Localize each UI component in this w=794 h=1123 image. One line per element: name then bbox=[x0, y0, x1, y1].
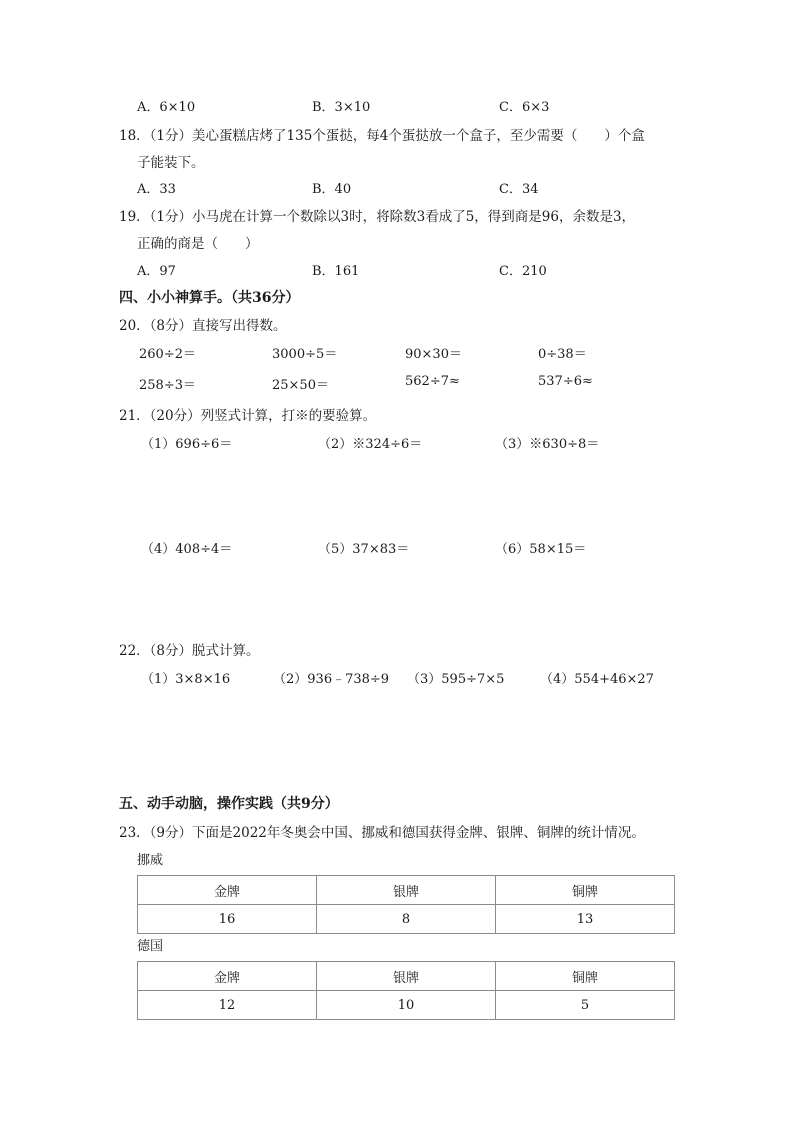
table-row bbox=[138, 905, 675, 934]
gold-header: 金牌 bbox=[138, 876, 317, 905]
q18-text-line2: 子能装下。 bbox=[137, 155, 205, 171]
gold-value: 16 bbox=[138, 905, 317, 934]
q21-item-3: （3）※630÷8＝ bbox=[495, 437, 600, 452]
table-header-row bbox=[138, 876, 675, 905]
silver-header: 银牌 bbox=[317, 876, 496, 905]
q18-option-c: C．34 bbox=[499, 182, 539, 197]
q19-option-c: C．210 bbox=[499, 264, 547, 279]
q17-option-b: B．3×10 bbox=[312, 100, 371, 115]
q17-option-a: A．6×10 bbox=[137, 100, 196, 115]
q22-item-2: （2）936﹣738÷9 bbox=[273, 672, 390, 687]
bronze-header: 铜牌 bbox=[496, 962, 675, 991]
q19-text-line1: 19．（1分）小马虎在计算一个数除以3时，将除数3看成了5，得到商是96，余数是3， bbox=[119, 209, 636, 225]
germany-medal-table bbox=[137, 961, 675, 1020]
q21-title: 21．（20分）列竖式计算，打※的要验算。 bbox=[119, 408, 377, 424]
section-5-title: 五、动手动脑，操作实践（共9分） bbox=[119, 796, 339, 812]
gold-value: 12 bbox=[138, 991, 317, 1020]
section-4-title: 四、小小神算手。（共36分） bbox=[119, 290, 300, 306]
q20-item-6: 25×50＝ bbox=[272, 378, 329, 393]
q22-item-3: （3）595÷7×5 bbox=[407, 672, 505, 687]
q17-option-c: C．6×3 bbox=[499, 100, 550, 115]
q20-item-4: 0÷38＝ bbox=[538, 347, 587, 362]
q20-title: 20．（8分）直接写出得数。 bbox=[119, 318, 287, 334]
q21-item-2: （2）※324÷6＝ bbox=[318, 437, 423, 452]
q23-title: 23．（9分）下面是2022年冬奥会中国、挪威和德国获得金牌、银牌、铜牌的统计情况。 bbox=[119, 825, 645, 841]
table-header-row bbox=[138, 962, 675, 991]
q18-option-b: B．40 bbox=[312, 182, 352, 197]
q19-option-b: B．161 bbox=[312, 264, 360, 279]
bronze-value: 13 bbox=[496, 905, 675, 934]
q21-item-6: （6）58×15＝ bbox=[495, 542, 587, 557]
q22-title: 22．（8分）脱式计算。 bbox=[119, 643, 260, 659]
germany-label: 德国 bbox=[137, 939, 164, 954]
q22-item-1: （1）3×8×16 bbox=[141, 672, 231, 687]
q20-item-3: 90×30＝ bbox=[405, 347, 462, 362]
table-row bbox=[138, 991, 675, 1020]
q18-option-a: A．33 bbox=[137, 182, 176, 197]
q22-item-4: （4）554+46×27 bbox=[540, 672, 654, 687]
norway-label: 挪威 bbox=[137, 853, 164, 868]
q20-item-2: 3000÷5＝ bbox=[272, 347, 338, 362]
silver-value: 10 bbox=[317, 991, 496, 1020]
q20-item-8: 537÷6≈ bbox=[538, 374, 593, 389]
q20-item-5: 258÷3＝ bbox=[139, 378, 196, 393]
q19-option-a: A．97 bbox=[137, 264, 176, 279]
silver-value: 8 bbox=[317, 905, 496, 934]
bronze-value: 5 bbox=[496, 991, 675, 1020]
q20-item-7: 562÷7≈ bbox=[405, 374, 460, 389]
q18-text-line1: 18．（1分）美心蛋糕店烤了135个蛋挞，每4个蛋挞放一个盒子，至少需要（ ）个盒 bbox=[119, 128, 645, 144]
q21-item-5: （5）37×83＝ bbox=[318, 542, 410, 557]
silver-header: 银牌 bbox=[317, 962, 496, 991]
q20-item-1: 260÷2＝ bbox=[139, 347, 196, 362]
norway-medal-table bbox=[137, 875, 675, 934]
q21-item-1: （1）696÷6＝ bbox=[141, 437, 233, 452]
q21-item-4: （4）408÷4＝ bbox=[141, 542, 233, 557]
gold-header: 金牌 bbox=[138, 962, 317, 991]
bronze-header: 铜牌 bbox=[496, 876, 675, 905]
q19-text-line2: 正确的商是（ ） bbox=[137, 236, 259, 252]
